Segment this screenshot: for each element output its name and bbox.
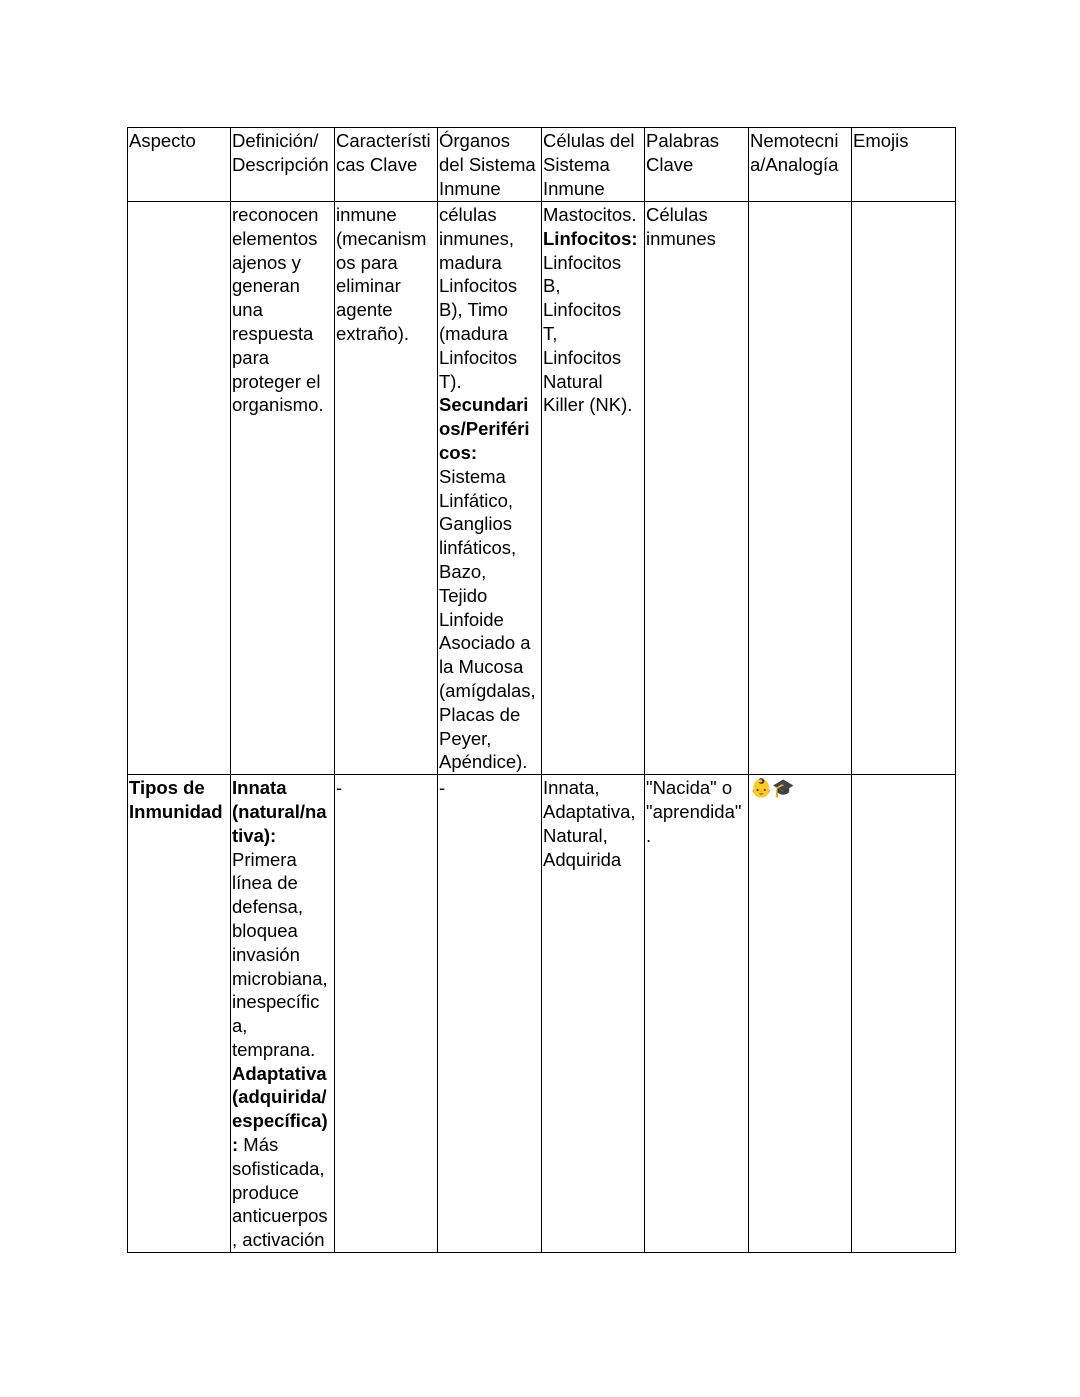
cell-text-line: Nemotecni	[750, 130, 839, 151]
cell-text-line: inmunes,	[439, 227, 515, 249]
cell-text-line: Linfoide	[439, 608, 504, 630]
cell-text-line: Definición/	[232, 130, 319, 151]
cell-text-line: Células	[646, 204, 708, 225]
cell-text-line: cos:	[439, 441, 478, 463]
cell-text-line: Linfocitos	[543, 346, 622, 368]
cell-text-line: Innata,	[543, 777, 600, 799]
cell-aspecto	[128, 202, 231, 775]
cell-text-line: produce	[232, 1181, 299, 1203]
cell-text-line: extraño).	[336, 322, 410, 344]
header-celulas	[542, 128, 645, 202]
table-row	[128, 775, 956, 1253]
cell-text-line: temprana.	[232, 1038, 316, 1060]
cell-text-line: Inmune	[543, 177, 605, 199]
header-nemotecnia	[749, 128, 852, 202]
cell-text-line: Células del	[543, 130, 635, 151]
adaptativa-heading	[232, 1062, 333, 1157]
cell-text-line: Adaptativa,	[543, 800, 636, 822]
cell-text-line: (mecanism	[336, 227, 427, 249]
cell-text-line: os para	[336, 251, 398, 273]
header-caracteristicas	[335, 128, 438, 202]
cell-palabras-tipos	[645, 775, 749, 1253]
innata-text	[232, 848, 333, 1062]
cell-text-line: cas Clave	[336, 153, 418, 175]
cell-text-line: reconocen	[232, 204, 319, 225]
cell-text-line: Sistema	[439, 465, 506, 487]
cell-text-line: (amígdalas,	[439, 679, 536, 701]
adaptativa-text	[232, 1157, 333, 1252]
cell-text-line: la Mucosa	[439, 656, 524, 678]
cell-text-line: bloquea	[232, 919, 298, 941]
cell-text-line: Linfocitos	[543, 299, 622, 321]
header-aspecto: Aspecto	[128, 128, 231, 202]
cell-celulas	[542, 202, 645, 775]
cell-text-line: Tipos de	[129, 777, 205, 799]
cell-palabras	[645, 202, 749, 775]
cell-text-line: inmunes	[646, 227, 716, 249]
cell-text-line: sofisticada,	[232, 1157, 325, 1179]
cell-text-line: Apéndice).	[439, 751, 528, 773]
cell-emojis	[852, 202, 956, 775]
cell-text-line: a/Analogía	[750, 153, 839, 175]
organos-secundarios-heading	[439, 393, 540, 464]
cell-organos-tipos: -	[438, 775, 542, 1253]
cell-text-line: elementos	[232, 227, 318, 249]
cell-aspecto-tipos	[128, 775, 231, 1253]
cell-text-line: Tejido	[439, 584, 488, 606]
cell-emojis-tipos	[852, 775, 956, 1253]
celulas-mastocitos: Mastocitos.	[543, 204, 637, 225]
celulas-linfocitos-heading: Linfocitos:	[543, 227, 638, 249]
cell-text-line: eliminar	[336, 275, 401, 297]
cell-text-line: para	[232, 346, 270, 368]
cell-text-line: , activación	[232, 1229, 325, 1251]
cell-definicion	[231, 202, 335, 775]
cell-text-line: respuesta	[232, 322, 314, 344]
cell-text-line: os/Periféri	[439, 418, 530, 440]
cell-text-line: Natural	[543, 370, 603, 392]
cell-text-line: línea de	[232, 872, 298, 894]
cell-text-line: Inmune	[439, 177, 501, 199]
cell-text-line: Placas de	[439, 703, 521, 725]
cell-nemotecnia	[749, 202, 852, 775]
cell-text-line: Asociado a	[439, 632, 531, 654]
cell-text-line: .	[646, 824, 652, 846]
cell-text-line: inespecífic	[232, 991, 320, 1013]
cell-text-line: Adaptativa	[232, 1062, 327, 1084]
innata-heading	[232, 776, 333, 847]
cell-text-line: Linfocitos	[439, 275, 518, 297]
cell-text-line: (natural/na	[232, 800, 327, 822]
cell-text-line: Clave	[646, 153, 694, 175]
cell-text-line: "aprendida"	[646, 800, 742, 822]
cell-text-line: : Más	[232, 1134, 279, 1156]
immune-system-table	[127, 127, 956, 1253]
cell-text-line: del Sistema	[439, 153, 536, 175]
header-palabras	[645, 128, 749, 202]
cell-text-line: Primera	[232, 848, 297, 870]
header-definicion	[231, 128, 335, 202]
cell-caracteristicas	[335, 202, 438, 775]
cell-text-line: Inmunidad	[129, 800, 223, 822]
cell-celulas-tipos	[542, 775, 645, 1253]
cell-text-line: (madura	[439, 322, 508, 344]
cell-caracteristicas-tipos: -	[335, 775, 438, 1253]
cell-text-line: Linfocitos	[439, 346, 518, 368]
cell-text-line: Sistema	[543, 153, 610, 175]
baby-graduation-emoji-icon: 👶🎓	[750, 778, 795, 800]
cell-text-line: Ganglios	[439, 513, 513, 535]
cell-text-line: madura	[439, 251, 502, 273]
cell-text-line: Descripción	[232, 153, 329, 175]
organos-secundarios-text	[439, 465, 540, 774]
cell-text-line: microbiana,	[232, 967, 328, 989]
cell-organos	[438, 202, 542, 775]
cell-text-line: Killer (NK).	[543, 394, 633, 416]
table-row	[128, 202, 956, 775]
cell-text-line: células	[439, 204, 497, 225]
cell-text-inline: Más	[238, 1134, 279, 1156]
celulas-linfocitos-list	[543, 251, 643, 418]
cell-text-line: Secundari	[439, 394, 529, 416]
cell-text-line: Innata	[232, 777, 287, 799]
cell-text-line: generan	[232, 275, 300, 297]
header-organos	[438, 128, 542, 202]
cell-text-line: a,	[232, 1015, 248, 1037]
cell-text-line: T).	[439, 370, 462, 392]
cell-text-line: B,	[543, 275, 561, 297]
cell-text-line: agente	[336, 299, 393, 321]
cell-text-line: Linfocitos	[543, 251, 622, 273]
cell-text-line: Órganos	[439, 130, 510, 151]
cell-text-line: defensa,	[232, 896, 303, 918]
header-emojis: Emojis	[852, 128, 956, 202]
cell-text-line: tiva):	[232, 824, 277, 846]
cell-text-line: Bazo,	[439, 560, 487, 582]
cell-text-line: Característi	[336, 130, 431, 151]
cell-text-line: Linfático,	[439, 489, 514, 511]
cell-text-line: linfáticos,	[439, 537, 517, 559]
cell-text-line: T,	[543, 322, 558, 344]
cell-text-line: específica)	[232, 1110, 328, 1132]
cell-text-line: "Nacida" o	[646, 777, 733, 799]
cell-text-line: Adquirida	[543, 848, 622, 870]
cell-text-line: ajenos y	[232, 251, 301, 273]
cell-text-line: proteger el	[232, 370, 321, 392]
cell-text-line: Natural,	[543, 824, 608, 846]
cell-text-line: inmune	[336, 204, 397, 225]
cell-text-line: anticuerpos	[232, 1205, 328, 1227]
cell-text-line: una	[232, 299, 263, 321]
cell-definicion-tipos	[231, 775, 335, 1253]
cell-text-line: organismo.	[232, 394, 324, 416]
cell-text-line: Palabras	[646, 130, 720, 151]
organos-primarios-text	[439, 203, 540, 393]
cell-text-line: Peyer,	[439, 727, 492, 749]
header-row	[128, 128, 956, 202]
cell-text-line: invasión	[232, 943, 300, 965]
cell-text-line: B), Timo	[439, 299, 508, 321]
cell-text-line: (adquirida/	[232, 1086, 327, 1108]
cell-nemotecnia-tipos	[749, 775, 852, 1253]
